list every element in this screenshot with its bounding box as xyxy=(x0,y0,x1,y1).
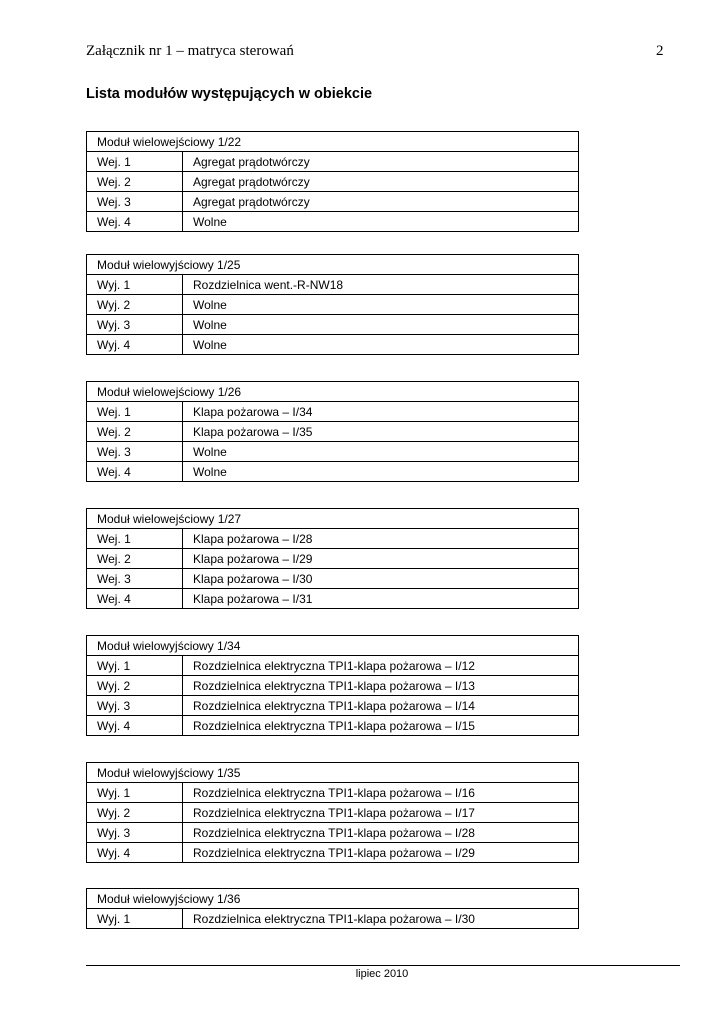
table-row xyxy=(87,422,579,442)
description-cell: Rozdzielnica elektryczna TPI1-klapa pożarowa – I/17 xyxy=(183,803,579,823)
section-title: Lista modułów występujących w obiekcie xyxy=(86,86,373,102)
port-cell: Wej. 3 xyxy=(87,442,183,462)
description-cell: Wolne xyxy=(183,335,579,355)
port-cell: Wej. 4 xyxy=(87,589,183,609)
table-row xyxy=(87,402,579,422)
table-row xyxy=(87,212,579,232)
port-cell: Wyj. 4 xyxy=(87,335,183,355)
description-cell: Rozdzielnica elektryczna TPI1-klapa pożarowa – I/15 xyxy=(183,716,579,736)
description-cell: Agregat prądotwórczy xyxy=(183,192,579,212)
description-cell: Klapa pożarowa – I/34 xyxy=(183,402,579,422)
description-cell: Rozdzielnica went.-R-NW18 xyxy=(183,275,579,295)
description-cell: Rozdzielnica elektryczna TPI1-klapa pożarowa – I/13 xyxy=(183,676,579,696)
page-number: 2 xyxy=(656,43,664,59)
port-cell: Wyj. 3 xyxy=(87,315,183,335)
module-title: Moduł wielowejściowy 1/22 xyxy=(87,132,579,152)
table-row xyxy=(87,442,579,462)
description-cell: Klapa pożarowa – I/29 xyxy=(183,549,579,569)
port-cell: Wyj. 4 xyxy=(87,843,183,863)
document-title: Załącznik nr 1 – matryca sterowań xyxy=(86,43,294,59)
port-cell: Wyj. 1 xyxy=(87,783,183,803)
description-cell: Rozdzielnica elektryczna TPI1-klapa pożarowa – I/29 xyxy=(183,843,579,863)
description-cell: Wolne xyxy=(183,462,579,482)
table-row xyxy=(87,676,579,696)
table-row xyxy=(87,275,579,295)
description-cell: Klapa pożarowa – I/35 xyxy=(183,422,579,442)
port-cell: Wej. 2 xyxy=(87,422,183,442)
port-cell: Wej. 1 xyxy=(87,402,183,422)
table-row xyxy=(87,549,579,569)
module-table xyxy=(86,762,579,863)
table-row xyxy=(87,843,579,863)
table-row xyxy=(87,172,579,192)
module-table xyxy=(86,508,579,609)
table-row xyxy=(87,295,579,315)
description-cell: Klapa pożarowa – I/31 xyxy=(183,589,579,609)
table-row xyxy=(87,589,579,609)
description-cell: Rozdzielnica elektryczna TPI1-klapa pożarowa – I/16 xyxy=(183,783,579,803)
port-cell: Wyj. 3 xyxy=(87,696,183,716)
table-row xyxy=(87,716,579,736)
module-table xyxy=(86,635,579,736)
table-row xyxy=(87,696,579,716)
port-cell: Wej. 3 xyxy=(87,192,183,212)
description-cell: Wolne xyxy=(183,212,579,232)
port-cell: Wyj. 4 xyxy=(87,716,183,736)
module-table xyxy=(86,888,579,929)
module-table xyxy=(86,381,579,482)
module-title: Moduł wielowyjściowy 1/36 xyxy=(87,889,579,909)
description-cell: Klapa pożarowa – I/28 xyxy=(183,529,579,549)
description-cell: Wolne xyxy=(183,442,579,462)
port-cell: Wyj. 2 xyxy=(87,295,183,315)
description-cell: Klapa pożarowa – I/30 xyxy=(183,569,579,589)
port-cell: Wyj. 1 xyxy=(87,656,183,676)
description-cell: Rozdzielnica elektryczna TPI1-klapa pożarowa – I/30 xyxy=(183,909,579,929)
table-row xyxy=(87,909,579,929)
module-title: Moduł wielowyjściowy 1/34 xyxy=(87,636,579,656)
table-row xyxy=(87,783,579,803)
table-row xyxy=(87,192,579,212)
description-cell: Rozdzielnica elektryczna TPI1-klapa pożarowa – I/12 xyxy=(183,656,579,676)
port-cell: Wyj. 1 xyxy=(87,275,183,295)
module-table xyxy=(86,131,579,232)
description-cell: Rozdzielnica elektryczna TPI1-klapa pożarowa – I/28 xyxy=(183,823,579,843)
table-row xyxy=(87,152,579,172)
module-table xyxy=(86,254,579,355)
port-cell: Wyj. 1 xyxy=(87,909,183,929)
footer-date: lipiec 2010 xyxy=(355,968,409,980)
module-title: Moduł wielowyjściowy 1/35 xyxy=(87,763,579,783)
port-cell: Wyj. 2 xyxy=(87,676,183,696)
module-title: Moduł wielowejściowy 1/27 xyxy=(87,509,579,529)
table-row xyxy=(87,315,579,335)
description-cell: Agregat prądotwórczy xyxy=(183,152,579,172)
table-row xyxy=(87,569,579,589)
port-cell: Wej. 4 xyxy=(87,462,183,482)
table-row xyxy=(87,529,579,549)
port-cell: Wej. 4 xyxy=(87,212,183,232)
table-row xyxy=(87,803,579,823)
description-cell: Wolne xyxy=(183,315,579,335)
description-cell: Wolne xyxy=(183,295,579,315)
table-row xyxy=(87,335,579,355)
module-title: Moduł wielowyjściowy 1/25 xyxy=(87,255,579,275)
footer-divider xyxy=(86,965,680,966)
table-row xyxy=(87,462,579,482)
port-cell: Wej. 2 xyxy=(87,549,183,569)
table-row xyxy=(87,656,579,676)
port-cell: Wej. 2 xyxy=(87,172,183,192)
port-cell: Wej. 1 xyxy=(87,152,183,172)
description-cell: Rozdzielnica elektryczna TPI1-klapa pożarowa – I/14 xyxy=(183,696,579,716)
table-row xyxy=(87,823,579,843)
port-cell: Wyj. 2 xyxy=(87,803,183,823)
port-cell: Wej. 3 xyxy=(87,569,183,589)
port-cell: Wej. 1 xyxy=(87,529,183,549)
port-cell: Wyj. 3 xyxy=(87,823,183,843)
description-cell: Agregat prądotwórczy xyxy=(183,172,579,192)
module-title: Moduł wielowejściowy 1/26 xyxy=(87,382,579,402)
